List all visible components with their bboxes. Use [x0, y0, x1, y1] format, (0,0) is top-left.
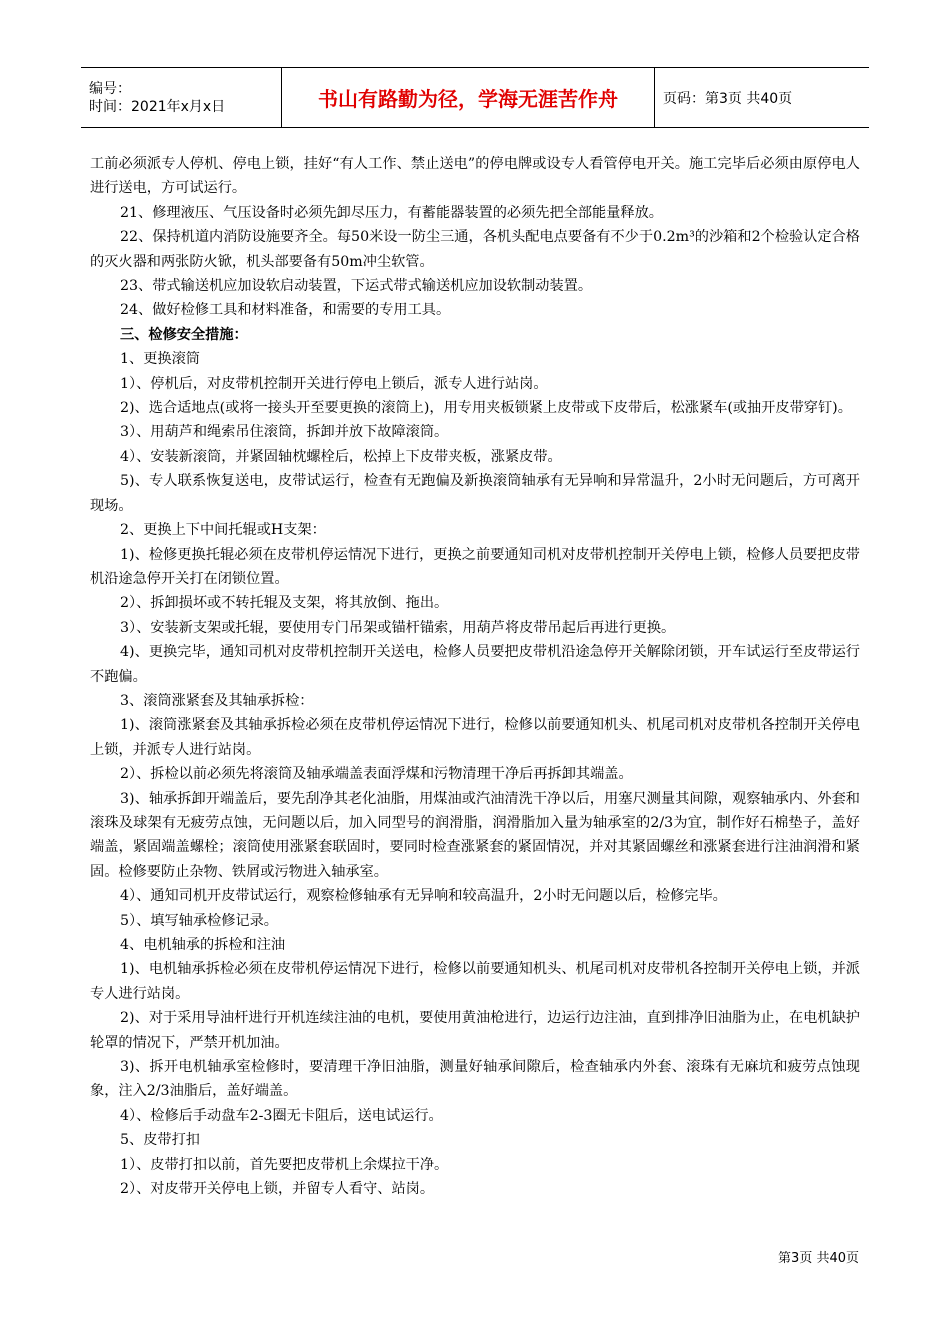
body-paragraph: 24、做好检修工具和材料准备，和需要的专用工具。 — [120, 302, 451, 319]
body-paragraph: 22、保持机道内消防设施要齐全。每50米设一防尘三通，各机头配电点要备有不少于0.2m³的沙箱和2个检验认定合格的灭火器和两张防火锨，机头部要备有50m冲尘软管。 — [90, 229, 860, 270]
body-paragraph: 4）、安装新滚筒，并紧固轴枕螺栓后，松掉上下皮带夹板，涨紧皮带。 — [120, 448, 562, 465]
body-paragraph: 4、电机轴承的拆检和注油 — [120, 937, 286, 953]
body-paragraph: 2）、对皮带开关停电上锁，并留专人看守、站岗。 — [120, 1181, 435, 1198]
body-paragraph: 21、修理液压、气压设备时必须先卸尽压力，有蓄能器装置的必须先把全部能量释放。 — [120, 204, 663, 221]
body-paragraph: 1）、皮带打扣以前，首先要把皮带机上余煤拉干净。 — [120, 1156, 449, 1173]
body-paragraph: 4）、检修后手动盘车2-3圈无卡阻后，送电试运行。 — [120, 1107, 443, 1124]
body-paragraph: 5）、填写轴承检修记录。 — [120, 912, 278, 929]
body-paragraph: 5、皮带打扣 — [120, 1132, 200, 1149]
body-paragraph: 1、更换滚筒 — [120, 351, 200, 368]
body-paragraph: 2）、拆卸损坏或不转托辊及支架，将其放倒、拖出。 — [120, 595, 449, 612]
header-meta — [81, 68, 282, 127]
body-paragraph: 3）、用葫芦和绳索吊住滚筒，拆卸并放下故障滚筒。 — [120, 424, 449, 441]
page-header — [81, 67, 869, 128]
body-paragraph: 1)、滚筒涨紧套及其轴承拆检必须在皮带机停运情况下进行，检修以前要通知机头、机尾司机对皮带机各控制开关停电上锁，并派专人进行站岗。 — [90, 717, 860, 758]
body-paragraph: 5)、专人联系恢复送电，皮带试运行，检查有无跑偏及新换滚筒轴承有无异响和异常温升，2小时无问题后，方可离开现场。 — [90, 473, 860, 514]
body-paragraph: 4）、通知司机开皮带试运行，观察检修轴承有无异响和较高温升，2小时无问题以后，检修完毕。 — [120, 888, 727, 905]
body-paragraph: 1)、电机轴承拆检必须在皮带机停运情况下进行，检修以前要通知机头、机尾司机对皮带机各控制开关停电上锁，并派专人进行站岗。 — [90, 961, 860, 1002]
header-page-number: 页码：第3页 共40页 — [663, 90, 793, 107]
document-number-label: 编号： — [89, 80, 131, 97]
body-paragraph: 3)、拆开电机轴承室检修时，要清理干净旧油脂，测量好轴承间隙后，检查轴承内外套、滚珠有无麻坑和疲劳点蚀现象，注入2/3油脂后，盖好端盖。 — [90, 1059, 860, 1100]
body-paragraph: 1)、检修更换托辊必须在皮带机停运情况下进行，更换之前要通知司机对皮带机控制开关停电上锁，检修人员要把皮带机沿途急停开关打在闭锁位置。 — [90, 546, 860, 587]
body-paragraph: 3、滚筒涨紧套及其轴承拆检： — [120, 692, 314, 709]
body-paragraph: 2)、对于采用导油杆进行开机连续注油的电机，要使用黄油枪进行，边运行边注油，直到排净旧油脂为止，在电机缺护轮罩的情况下，严禁开机加油。 — [90, 1010, 860, 1051]
document-date: 时间：2021年x月x日 — [89, 98, 226, 115]
header-motto: 书山有路勤为径，学海无涯苦作舟 — [282, 68, 655, 127]
page-footer: 第3页 共40页 — [778, 1251, 859, 1266]
body-paragraph: 2）、拆检以前必须先将滚筒及轴承端盖表面浮煤和污物清理干净后再拆卸其端盖。 — [120, 766, 633, 783]
body-paragraph: 工前必须派专人停机、停电上锁，挂好“有人工作、禁止送电”的停电牌或设专人看管停电开关。施工完毕后必须由原停电人进行送电，方可试运行。 — [90, 156, 860, 197]
body-paragraph: 2、更换上下中间托辊或H支架： — [120, 522, 326, 539]
body-paragraph: 1）、停机后，对皮带机控制开关进行停电上锁后，派专人进行站岗。 — [120, 375, 548, 392]
body-paragraph: 23、带式输送机应加设软启动装置，下运式带式输送机应加设软制动装置。 — [120, 278, 593, 295]
body-paragraph: 3）、安装新支架或托辊，要使用专门吊架或锚杆锚索，用葫芦将皮带吊起后再进行更换。 — [120, 619, 676, 636]
document-body — [90, 152, 860, 1201]
section-heading: 三、检修安全措施： — [120, 326, 248, 343]
body-paragraph: 3)、轴承拆卸开端盖后，要先刮净其老化油脂，用煤油或汽油清洗干净以后，用塞尺测量其间隙，观察轴承内、外套和滚珠及球架有无疲劳点蚀，无问题以后，加入同型号的润滑脂，润滑脂加入量为轴承室的2/3为宜，制作好石棉垫子，盖好端盖，紧固端盖螺栓；滚筒使用涨紧套联固时，要同时检查涨紧套的紧固情况，并对其紧固螺丝和涨紧套进行注油润滑和紧固。检修要防止杂物、铁屑或污物进入轴承室。 — [90, 790, 860, 880]
body-paragraph: 2)、选合适地点(或将一接头开至要更换的滚筒上)，用专用夹板锁紧上皮带或下皮带后，松涨紧车(或抽开皮带穿钉)。 — [120, 400, 852, 417]
body-paragraph: 4)、更换完毕，通知司机对皮带机控制开关送电，检修人员要把皮带机沿途急停开关解除闭锁，开车试运行至皮带运行不跑偏。 — [90, 644, 860, 685]
